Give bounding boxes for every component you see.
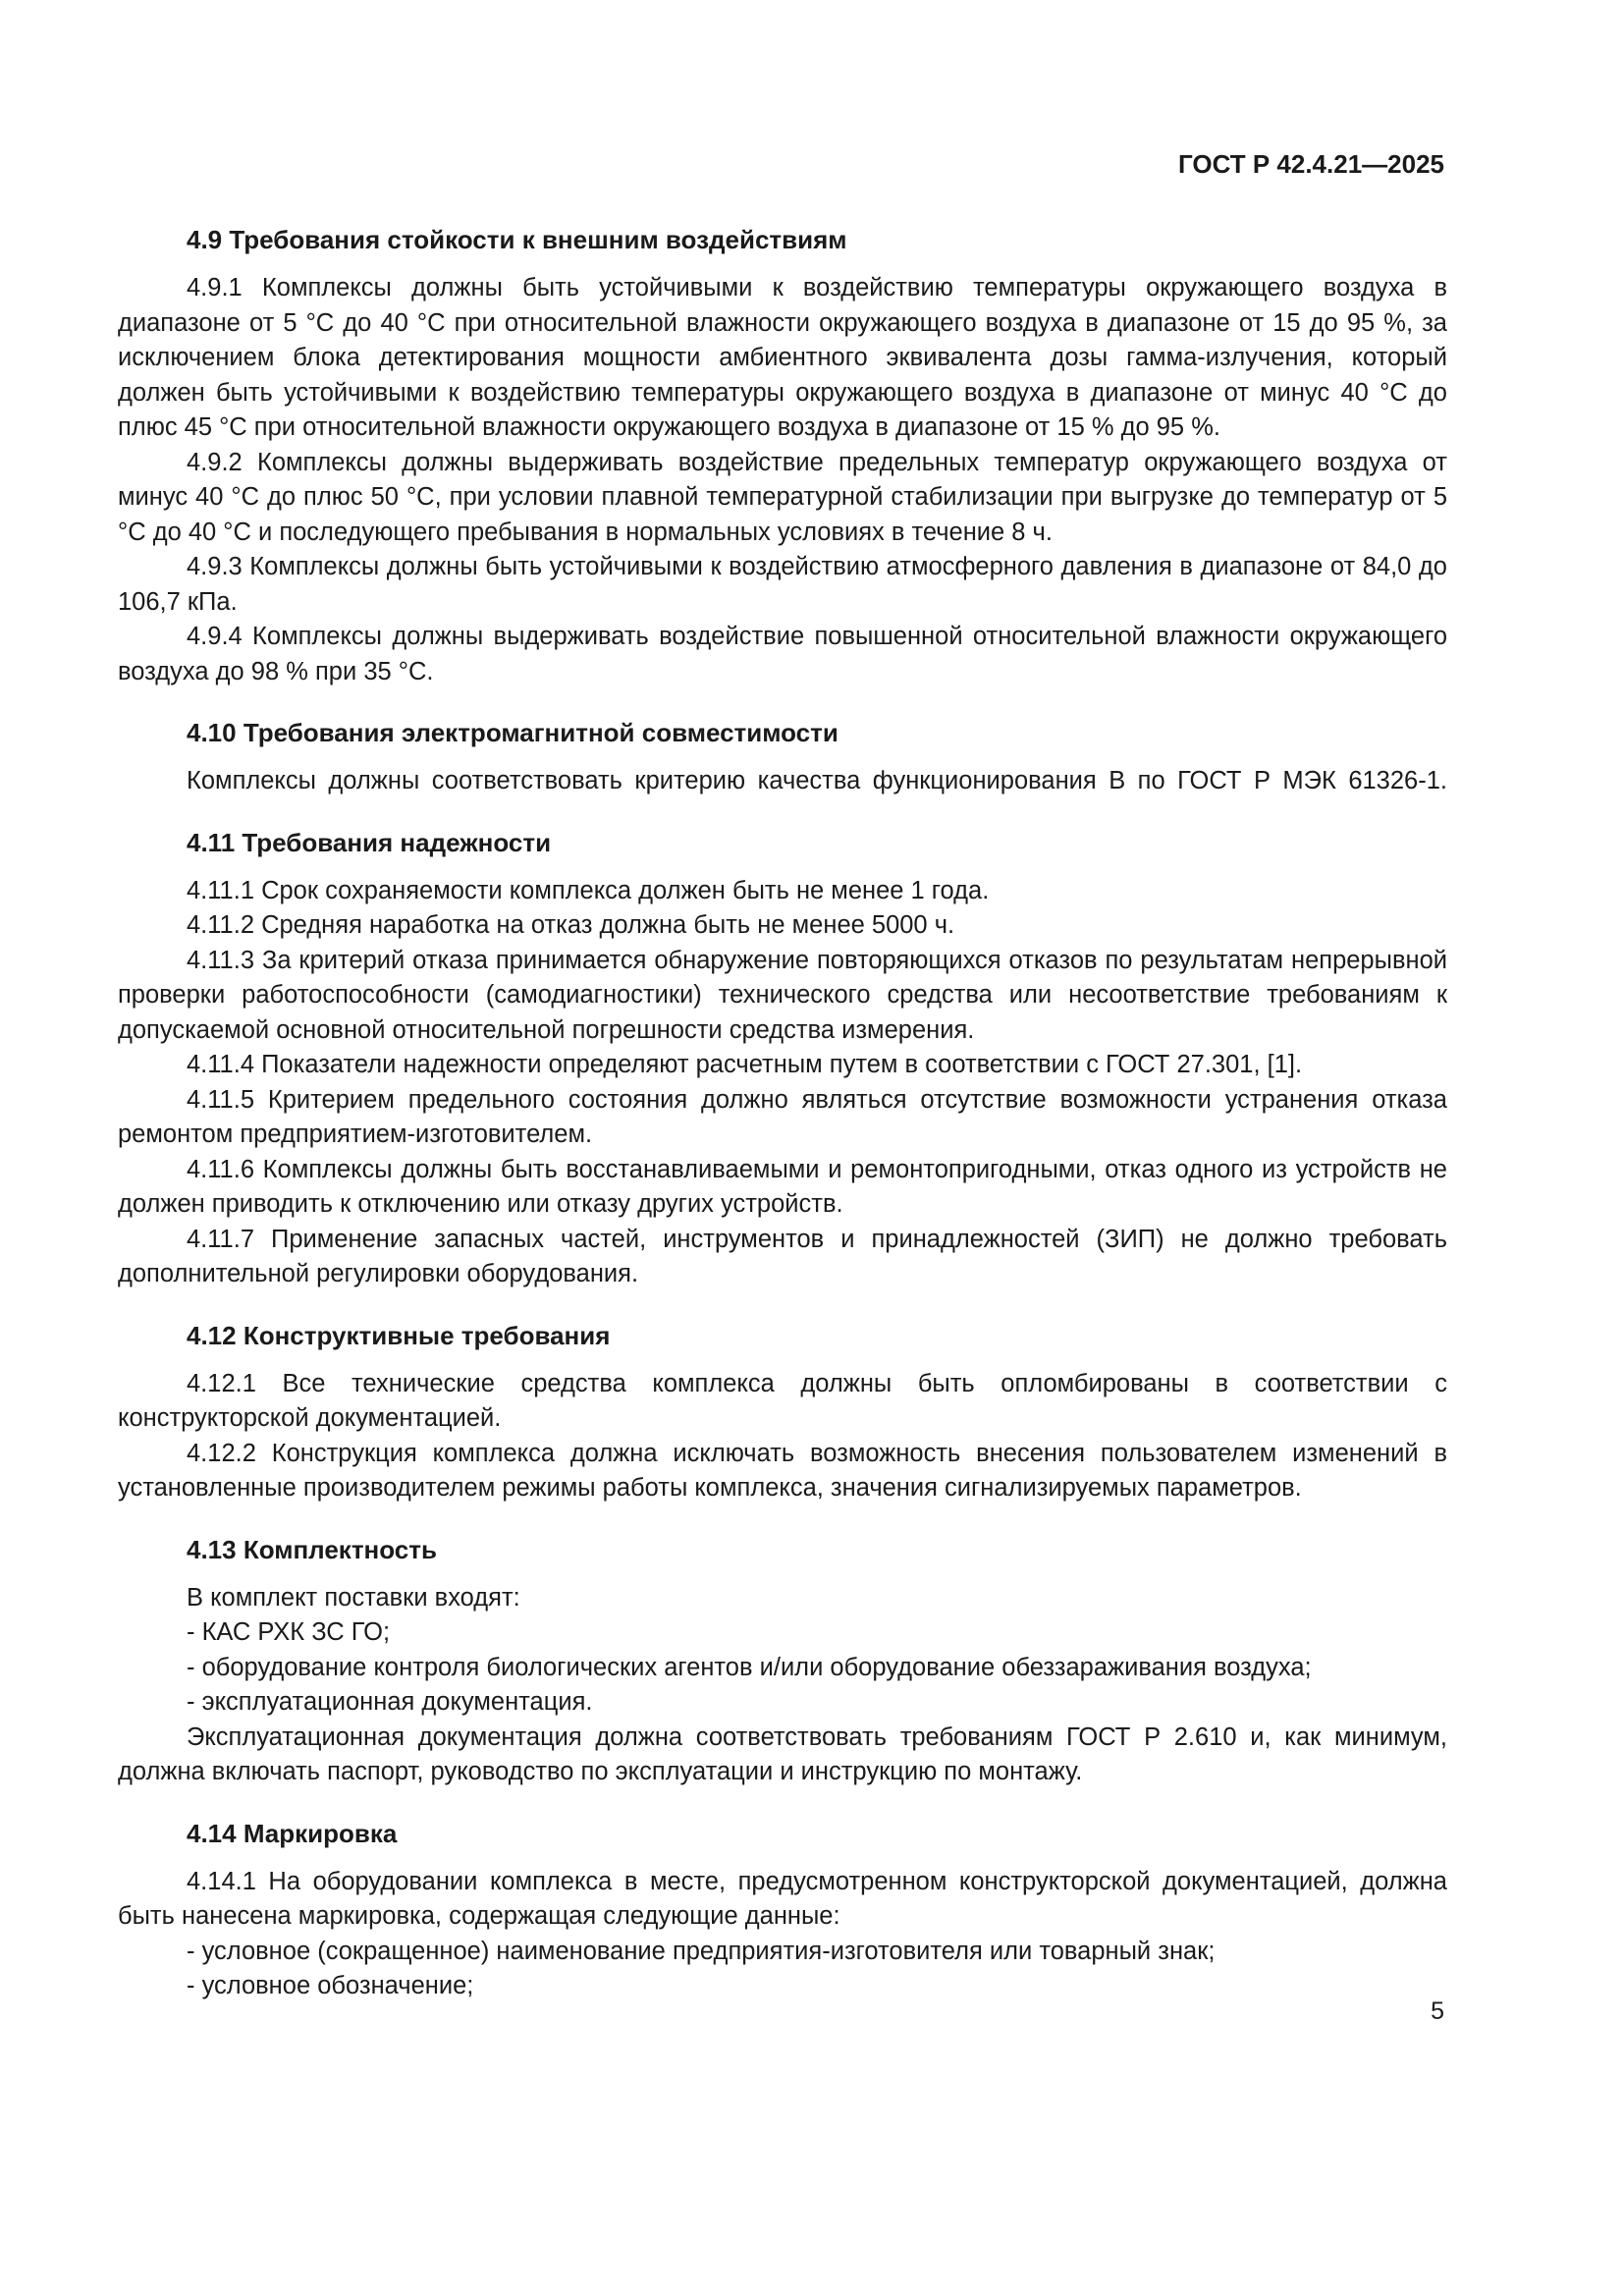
paragraph-4-14-1: 4.14.1 На оборудовании комплекса в месте, предусмотренном конструкторской документацией, должна быть нанесена маркировка, содержащая следующие данные:	[118, 1867, 1447, 1930]
paragraph-4-11-3: 4.11.3 За критерий отказа принимается обнаружение повторяющихся отказов по результатам непрерывной проверки работоспособности (самодиагностики) технического средства или несоответствие требованиям к допускаемой основной относительной погрешности средства измерения.	[118, 946, 1447, 1044]
section-title: 4.10 Требования электромагнитной совместимости	[187, 718, 839, 747]
section-title: 4.9 Требования стойкости к внешним воздействиям	[187, 225, 847, 254]
paragraph-4-11-4: 4.11.4 Показатели надежности определяют расчетным путем в соответствии с ГОСТ 27.301, [1].	[187, 1051, 1303, 1078]
document-code-header: ГОСТ Р 42.4.21—2025	[1177, 149, 1444, 179]
list-item: - условное (сокращенное) наименование предприятия-изготовителя или товарный знак;	[187, 1937, 1216, 1965]
paragraph-4-11-2: 4.11.2 Средняя наработка на отказ должна быть не менее 5000 ч.	[187, 911, 955, 939]
section-4-9	[118, 222, 1447, 689]
paragraph-4-12-1: 4.12.1 Все технические средства комплекса должны быть опломбированы в соответствии с конструкторской документацией.	[118, 1369, 1447, 1432]
paragraph-4-13-intro: В комплект поставки входят:	[187, 1583, 520, 1612]
section-4-13	[118, 1532, 1447, 1790]
paragraph-4-12-2: 4.12.2 Конструкция комплекса должна исключать возможность внесения пользователем изменений в установленные производителем режимы работы комплекса, значения сигнализируемых параметров.	[118, 1439, 1447, 1502]
list-item: - оборудование контроля биологических агентов и/или оборудование обеззараживания воздуха;	[187, 1653, 1312, 1681]
delivery-set-list	[118, 1615, 1447, 1721]
paragraph-4-11-6: 4.11.6 Комплексы должны быть восстанавливаемыми и ремонтопригодными, отказ одного из устройств не должен приводить к отключению или отказу других устройств.	[118, 1155, 1447, 1218]
marking-data-list	[118, 1935, 1447, 2004]
paragraph-4-9-2: 4.9.2 Комплексы должны выдерживать воздействие предельных температур окружающего воздуха от минус 40 °С до плюс 50 °С, при условии плавной температурной стабилизации при выгрузке до температур от 5 °С до 40 °С и последующего пребывания в нормальных условиях в течение 8 ч.	[118, 448, 1447, 546]
paragraph-4-13-docs: Эксплуатационная документация должна соответствовать требованиям ГОСТ Р 2.610 и, как минимум, должна включать паспорт, руководство по эксплуатации и инструкцию по монтажу.	[118, 1722, 1447, 1785]
section-title: 4.12 Конструктивные требования	[187, 1320, 611, 1350]
list-item: - КАС РХК ЗС ГО;	[187, 1618, 391, 1646]
section-title: 4.14 Маркировка	[187, 1818, 398, 1848]
list-item: - эксплуатационная документация.	[187, 1688, 593, 1716]
section-4-14	[118, 1816, 1447, 2004]
paragraph-4-9-3: 4.9.3 Комплексы должны быть устойчивыми к воздействию атмосферного давления в диапазоне от 84,0 до 106,7 кПа.	[118, 553, 1447, 616]
paragraph-4-10: Комплексы должны соответствовать критерию качества функционирования В по ГОСТ Р МЭК 61326-1.	[187, 767, 1447, 794]
section-4-11	[118, 825, 1447, 1292]
paragraph-4-11-1: 4.11.1 Срок сохраняемости комплекса должен быть не менее 1 года.	[187, 876, 990, 904]
paragraph-4-11-7: 4.11.7 Применение запасных частей, инструментов и принадлежностей (ЗИП) не должно требовать дополнительной регулировки оборудования.	[118, 1225, 1447, 1287]
list-item: - условное обозначение;	[187, 1972, 474, 1999]
page-number: 5	[1431, 1997, 1444, 2025]
section-title: 4.13 Комплектность	[187, 1534, 437, 1564]
paragraph-4-9-1: 4.9.1 Комплексы должны быть устойчивыми к воздействию температуры окружающего воздуха в диапазоне от 5 °С до 40 °С при относительной влажности окружающего воздуха в диапазоне от 15 до 95 %, за исключением блока детектирования мощности амбиентного эквивалента дозы гамма-излучения, который должен быть устойчивыми к воздействию температуры окружающего воздуха в диапазоне от минус 40 °С до плюс 45 °С при относительной влажности окружающего воздуха в диапазоне от 15 % до 95 %.	[118, 274, 1447, 441]
paragraph-4-11-5: 4.11.5 Критерием предельного состояния должно являться отсутствие возможности устранения отказа ремонтом предприятием-изготовителем.	[118, 1085, 1447, 1148]
section-title: 4.11 Требования надежности	[187, 827, 552, 857]
section-4-10	[118, 715, 1447, 799]
section-4-12	[118, 1318, 1447, 1506]
document-body	[118, 222, 1447, 2030]
paragraph-4-9-4: 4.9.4 Комплексы должны выдерживать воздействие повышенной относительной влажности окружающего воздуха до 98 % при 35 °С.	[118, 623, 1447, 685]
